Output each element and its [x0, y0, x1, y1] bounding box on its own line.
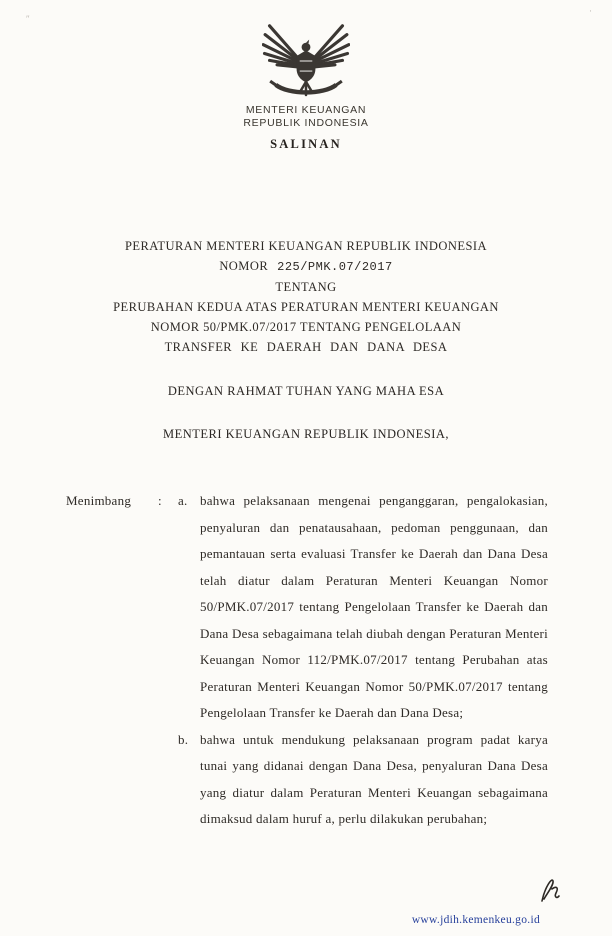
copy-stamp: SALINAN [270, 137, 342, 151]
scan-artifact: · [589, 6, 592, 16]
title-line-1: PERATURAN MENTERI KEUANGAN REPUBLIK INDONESIA [125, 239, 487, 253]
menimbang-items [178, 488, 548, 833]
jdih-website-text: www.jdih.kemenkeu.go.id [411, 914, 540, 926]
consideration-item-a [178, 488, 548, 727]
item-marker-a: a. [178, 493, 188, 508]
item-text-a: bahwa pelaksanaan mengenai penganggaran, pengalokasian, penyaluran dan penatausahaan, pedoman penggunaan, dan pemantauan serta evaluasi Transfer ke Daerah dan Dana Desa telah diatur dalam Peraturan Menteri Keuangan Nomor 50/PMK.07/2017 tentang Pengelolaan Transfer ke Daerah dan Dana Desa sebagaimana telah diubah dengan Peraturan Menteri Keuangan Nomor 112/PMK.07/2017 tentang Perubahan atas Peraturan Menteri Keuangan Nomor 50/PMK.07/2017 tentang Pengelolaan Transfer ke Daerah dan Dana Desa; [200, 493, 548, 720]
item-marker-b: b. [178, 731, 189, 747]
initials-signature-mark [536, 875, 562, 910]
consideration-item-b [178, 727, 548, 833]
nomor-label: NOMOR [219, 259, 269, 273]
title-line-tentang: TENTANG [275, 280, 337, 294]
regulation-title [0, 236, 612, 357]
scan-artifact: ″ [26, 14, 30, 24]
item-text-b: bahwa untuk mendukung pelaksanaan program padat karya tunai yang didanai dengan Dana Desa, penyaluran Dana Desa yang diatur dalam Peraturan Menteri Keuangan sebagaimana dimaksud dalam huruf a, perlu dilakukan perubahan; [200, 731, 548, 826]
authority-line: MENTERI KEUANGAN REPUBLIK INDONESIA, [162, 427, 450, 441]
garuda-pancasila-emblem-icon [0, 22, 612, 100]
invocation-line: DENGAN RAHMAT TUHAN YANG MAHA ESA [167, 384, 445, 398]
menimbang-label: Menimbang [66, 493, 132, 508]
title-line-nomor [0, 256, 612, 277]
ministry-name: MENTERI KEUANGAN [245, 104, 367, 116]
ministry-country: REPUBLIK INDONESIA [243, 117, 369, 129]
title-line-4: PERUBAHAN KEDUA ATAS PERATURAN MENTERI KEUANGAN [113, 300, 499, 314]
menimbang-colon: : [158, 493, 162, 508]
title-line-6: TRANSFER KE DAERAH DAN DANA DESA [164, 340, 448, 354]
nomor-value: 225/PMK.07/2017 [277, 260, 393, 274]
title-line-5: NOMOR 50/PMK.07/2017 TENTANG PENGELOLAAN [150, 320, 462, 334]
letterhead [0, 22, 612, 152]
menimbang-section [66, 488, 548, 833]
